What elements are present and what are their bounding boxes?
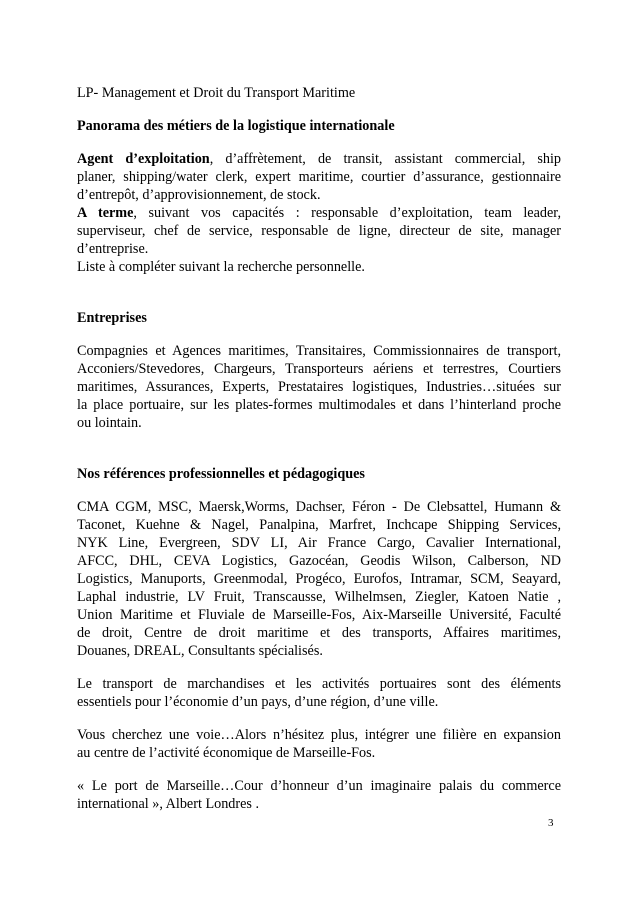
paragraph-line: Liste à compléter suivant la recherche personnelle. xyxy=(77,259,365,275)
section-title-panorama: Panorama des métiers de la logistique internationale xyxy=(77,118,395,134)
paragraph-line: ou lointain. xyxy=(77,415,142,431)
paragraph-line: Laphal industrie, LV Fruit, Transcausse, Wilhelmsen, Ziegler, Katoen Natie , xyxy=(77,589,561,605)
paragraph-line: CMA CGM, MSC, Maersk,Worms, Dachser, Féron - De Clebsattel, Humann & xyxy=(77,499,561,515)
bold-term: A terme xyxy=(77,205,134,221)
paragraph-line: essentiels pour l’économie d’un pays, d’une région, d’une ville. xyxy=(77,694,439,710)
paragraph-line: de droit, Centre de droit maritime et des transports, Affaires maritimes, xyxy=(77,625,561,641)
text-run: , d’affrètement, de transit, assistant commercial, ship xyxy=(209,151,561,167)
paragraph-line: Acconiers/Stevedores, Chargeurs, Transporteurs aériens et terrestres, Courtiers xyxy=(77,361,561,377)
paragraph-line: Union Maritime et Fluviale de Marseille-Fos, Aix-Marseille Université, Faculté xyxy=(77,607,561,623)
paragraph-line: Logistics, Manuports, Greenmodal, Progéco, Eurofos, Intramar, SCM, Seayard, xyxy=(77,571,561,587)
quote-line: « Le port de Marseille…Cour d’honneur d’un imaginaire palais du commerce xyxy=(77,778,561,794)
paragraph-line: NYK Line, Evergreen, SDV LI, Air France Cargo, Cavalier International, xyxy=(77,535,561,551)
paragraph-line: la place portuaire, sur les plates-formes multimodales et dans l’hinterland proche xyxy=(77,397,561,413)
text-run: , suivant vos capacités : responsable d’exploitation, team leader, xyxy=(133,205,561,221)
section-title-entreprises: Entreprises xyxy=(77,310,147,326)
bold-term: Agent d’exploitation xyxy=(77,151,210,167)
paragraph-line: d’entreprise. xyxy=(77,241,149,257)
paragraph-line: Compagnies et Agences maritimes, Transitaires, Commissionnaires de transport, xyxy=(77,343,561,359)
paragraph-line: d’entrepôt, d’approvisionnement, de stock. xyxy=(77,187,321,203)
paragraph-line: Vous cherchez une voie…Alors n’hésitez plus, intégrer une filière en expansion xyxy=(77,727,561,743)
paragraph-line xyxy=(77,204,561,223)
paragraph-line: superviseur, chef de service, responsable de ligne, directeur de site, manager xyxy=(77,223,561,239)
paragraph-line: maritimes, Assurances, Experts, Prestataires logistiques, Industries…situées sur xyxy=(77,379,561,395)
page-number: 3 xyxy=(548,817,554,829)
quote-line: international », Albert Londres . xyxy=(77,796,260,812)
paragraph-line: Le transport de marchandises et les activités portuaires sont des éléments xyxy=(77,676,561,692)
paragraph-line: AFCC, DHL, CEVA Logistics, Gazocéan, Geodis Wilson, Calberson, ND xyxy=(77,553,561,569)
paragraph-line: au centre de l’activité économique de Marseille-Fos. xyxy=(77,745,376,761)
paragraph-line: planer, shipping/water clerk, expert maritime, courtier d’assurance, gestionnaire xyxy=(77,169,561,185)
section-title-references: Nos références professionnelles et pédagogiques xyxy=(77,466,365,482)
header-title: LP- Management et Droit du Transport Maritime xyxy=(77,85,356,101)
paragraph-line: Taconet, Kuehne & Nagel, Panalpina, Marfret, Inchcape Shipping Services, xyxy=(77,517,561,533)
paragraph-line: Douanes, DREAL, Consultants spécialisés. xyxy=(77,643,323,659)
paragraph-line xyxy=(77,150,561,169)
